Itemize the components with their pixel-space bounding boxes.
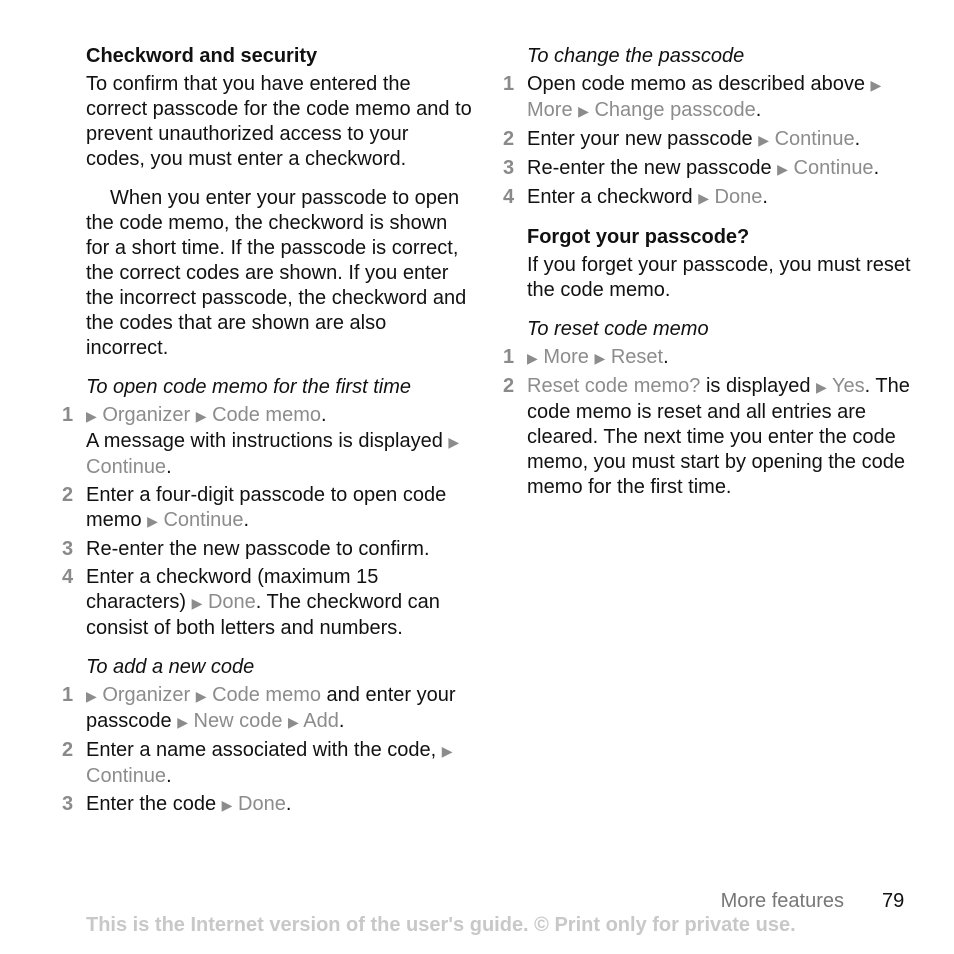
step-text: . <box>166 765 172 787</box>
step-text: . <box>854 128 861 150</box>
menu-done: Done <box>207 591 256 613</box>
menu-reset-question: Reset code memo? <box>527 375 701 397</box>
step-text: Enter your new passcode <box>527 128 753 150</box>
menu-done: Done <box>238 793 286 815</box>
step-text: . <box>166 456 172 478</box>
menu-continue: Continue <box>163 509 244 531</box>
step-number: 2 <box>62 484 74 506</box>
step-text: Enter a checkword (maximum 15 characters) <box>86 566 379 613</box>
arrow-right-icon: ▶ <box>594 350 606 366</box>
left-column <box>62 44 472 832</box>
step-item <box>503 374 913 500</box>
arrow-right-icon: ▶ <box>527 350 538 366</box>
menu-reset: Reset <box>610 346 664 368</box>
menu-organizer: Organizer <box>102 684 191 706</box>
step-text: Enter the code <box>86 793 217 815</box>
arrow-right-icon: ▶ <box>147 513 158 529</box>
step-number: 2 <box>503 128 515 150</box>
step-item <box>503 156 913 182</box>
step-text: . <box>663 346 669 368</box>
menu-change-passcode: Change passcode <box>594 99 756 121</box>
change-passcode-heading: To change the passcode <box>527 45 745 67</box>
step-item <box>62 738 472 789</box>
menu-continue: Continue <box>774 128 855 150</box>
right-column <box>503 44 913 514</box>
checkword-paragraph-1: To confirm that you have entered the correct passcode for the code memo and to prevent unauthorized access to your codes, you must enter a checkword. <box>86 73 472 170</box>
step-number: 1 <box>62 404 74 426</box>
menu-continue: Continue <box>86 765 167 787</box>
step-item <box>503 345 913 371</box>
arrow-right-icon: ▶ <box>698 190 709 206</box>
step-number: 1 <box>62 684 74 706</box>
step-number: 1 <box>503 346 515 368</box>
step-text: Enter a checkword <box>527 186 693 208</box>
step-number: 3 <box>62 793 74 815</box>
step-text: . <box>321 404 327 426</box>
step-item <box>503 127 913 153</box>
open-first-heading: To open code memo for the first time <box>86 376 411 398</box>
step-text: Open code memo as described above <box>527 73 865 95</box>
step-item <box>503 72 913 124</box>
checkword-paragraph-2: When you enter your passcode to open the code memo, the checkword is shown for a short time. If the passcode is correct, the correct codes are shown. If you enter the incorrect passcode, the checkword and the codes that are shown are also incorrect. <box>86 187 467 359</box>
step-item <box>62 565 472 641</box>
arrow-right-icon: ▶ <box>191 595 203 611</box>
step-number: 3 <box>503 157 515 179</box>
reset-memo-steps <box>503 345 913 500</box>
page-number: 79 <box>882 890 905 912</box>
step-text: . <box>755 99 762 121</box>
step-number: 2 <box>62 739 74 761</box>
menu-new-code: New code <box>193 710 283 732</box>
menu-more: More <box>543 346 589 368</box>
arrow-right-icon: ▶ <box>86 688 97 704</box>
menu-done: Done <box>714 186 763 208</box>
arrow-right-icon: ▶ <box>758 132 770 148</box>
arrow-right-icon: ▶ <box>777 161 788 177</box>
arrow-right-icon: ▶ <box>288 714 299 730</box>
arrow-right-icon: ▶ <box>870 77 882 93</box>
step-text: . <box>285 793 292 815</box>
reset-memo-heading: To reset code memo <box>527 318 709 340</box>
menu-code-memo: Code memo <box>212 404 321 426</box>
step-text: . <box>762 186 768 208</box>
step-text: Re-enter the new passcode <box>527 157 772 179</box>
step-item <box>62 683 472 735</box>
arrow-right-icon: ▶ <box>816 379 827 395</box>
step-item <box>62 403 472 480</box>
arrow-right-icon: ▶ <box>177 714 188 730</box>
forgot-passcode-paragraph: If you forget your passcode, you must reset the code memo. <box>527 254 911 301</box>
step-text: . <box>873 157 880 179</box>
menu-add: Add <box>303 710 339 732</box>
arrow-right-icon: ▶ <box>578 103 589 119</box>
step-item <box>503 185 913 211</box>
menu-organizer: Organizer <box>102 404 191 426</box>
step-text: . <box>338 710 345 732</box>
step-item <box>62 792 472 818</box>
step-text: is displayed <box>700 375 811 397</box>
add-code-steps <box>62 683 472 818</box>
menu-continue: Continue <box>86 456 167 478</box>
forgot-passcode-heading: Forgot your passcode? <box>527 226 750 248</box>
open-first-steps <box>62 403 472 641</box>
add-code-heading: To add a new code <box>86 656 255 678</box>
step-number: 2 <box>503 375 515 397</box>
arrow-right-icon: ▶ <box>221 797 233 813</box>
arrow-right-icon: ▶ <box>441 743 453 759</box>
step-text: A message with instructions is displayed <box>86 430 443 452</box>
checkword-heading: Checkword and security <box>86 45 318 67</box>
arrow-right-icon: ▶ <box>195 688 207 704</box>
step-item <box>62 537 472 562</box>
arrow-right-icon: ▶ <box>195 408 207 424</box>
step-number: 4 <box>62 566 74 588</box>
step-text: Enter a name associated with the code, <box>86 739 437 761</box>
menu-continue: Continue <box>793 157 874 179</box>
step-item <box>62 483 472 534</box>
step-number: 1 <box>503 73 515 95</box>
footer-section-title: More features <box>720 890 844 912</box>
step-text: . The code memo is reset and all entries are cleared. The next time you enter the code memo, you must start by opening the code memo for the first time. <box>527 375 910 498</box>
step-text: . <box>243 509 250 531</box>
step-text: and enter your passcode <box>86 684 456 732</box>
footer-disclaimer: This is the Internet version of the user's guide. © Print only for private use. <box>86 914 796 936</box>
change-passcode-steps <box>503 72 913 211</box>
step-number: 4 <box>503 186 515 208</box>
menu-yes: Yes <box>832 375 865 397</box>
arrow-right-icon: ▶ <box>448 434 460 450</box>
arrow-right-icon: ▶ <box>86 408 97 424</box>
menu-more: More <box>527 99 573 121</box>
step-text: Enter a four-digit passcode to open code memo <box>86 484 447 531</box>
step-number: 3 <box>62 538 74 560</box>
step-text: . The checkword can consist of both letters and numbers. <box>86 591 440 639</box>
step-text: Re-enter the new passcode to confirm. <box>86 538 430 560</box>
menu-code-memo: Code memo <box>212 684 321 706</box>
